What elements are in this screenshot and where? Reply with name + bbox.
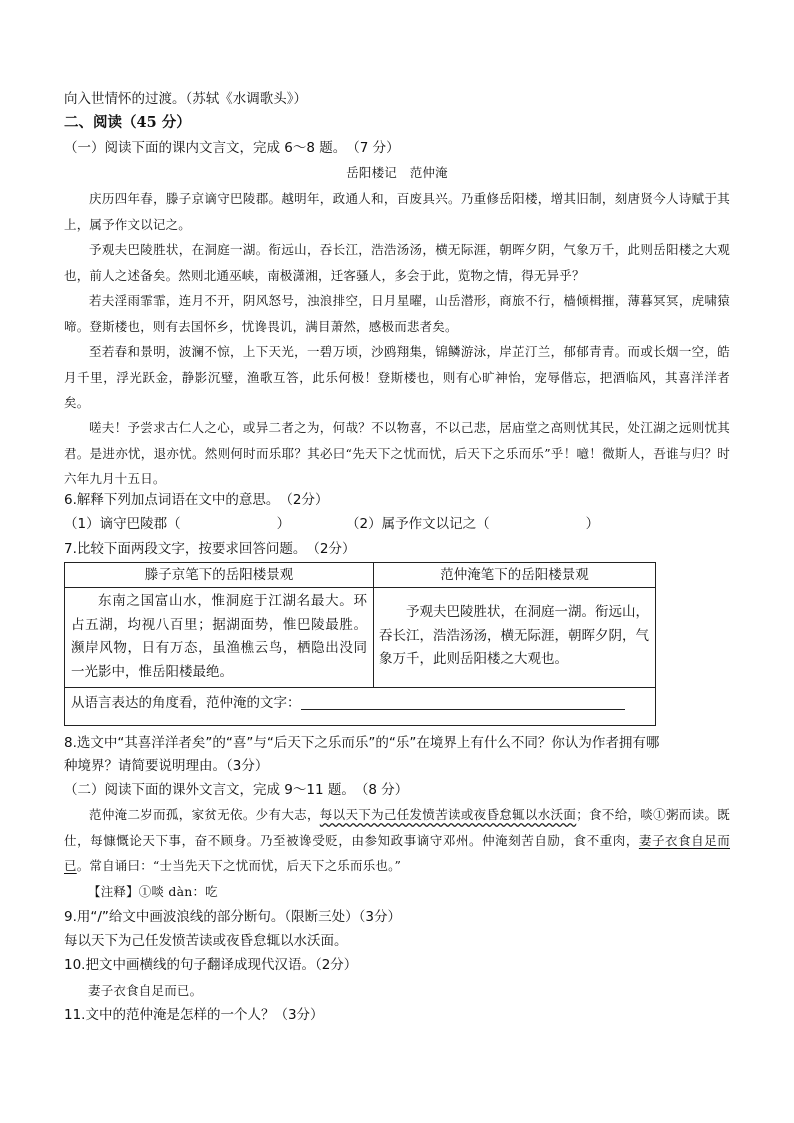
intro-line: 向入世情怀的过渡。（苏轼《水调歌头》） xyxy=(64,91,307,107)
table-cell-fanzhongyan-text: 予观夫巴陵胜状，在洞庭一湖。衔远山，吞长江，浩浩汤汤，横无际涯，朝晖夕阴，气象万千，此则岳阳楼之大观也。 xyxy=(379,604,649,667)
passage-title: 岳阳楼记 范仲淹 xyxy=(346,165,448,180)
table-header-fanzhongyan: 范仲淹笔下的岳阳楼景观 xyxy=(374,563,655,588)
table-column-divider xyxy=(373,563,374,687)
q9-stem: 9.用“/”给文中画波浪线的部分断句。（限断三处）（3分） xyxy=(64,909,402,925)
q8-line2: 种境界？请简要说明理由。（3分） xyxy=(64,758,269,774)
q6-item2-close: ） xyxy=(585,516,600,532)
extra-passage-middle: ；食不给，啖①粥而读。既仕，每慷慨论天下事，奋不顾身。乃至被谗受贬，由参知政事谪守邓州。仲淹刻苦自励，食不重肉， xyxy=(64,807,730,848)
underlined-sentence: 妻子衣食自足而已 xyxy=(64,832,730,873)
q6-item1-close: ） xyxy=(276,516,291,532)
table-row-divider xyxy=(65,687,655,688)
passage-paragraph-5: 嗟夫！予尝求古仁人之心，或异二者之为，何哉？不以物喜，不以己悲，居庙堂之高则忧其民，处江湖之远则忧其君。是进亦忧，退亦忧。然则何时而乐耶？其必曰“先天下之忧而忧，后天下之乐而乐”乎！噫！微斯人，吾谁与归？时六年九月十五日。 xyxy=(64,420,730,486)
q10-stem: 10.把文中画横线的句子翻译成现代汉语。（2分） xyxy=(64,957,358,973)
q6-item2 xyxy=(346,514,599,534)
table-answer-row xyxy=(71,693,625,713)
passage-paragraph-4: 至若春和景明，波澜不惊，上下天光，一碧万顷，沙鸥翔集，锦鳞游泳，岸芷汀兰，郁郁青青。而或长烟一空，皓月千里，浮光跃金，静影沉璧，渔歌互答，此乐何极！登斯楼也，则有心旷神怡，宠辱偕忘，把酒临风，其喜洋洋者矣。 xyxy=(64,344,730,410)
q6-stem: 6.解释下列加点词语在文中的意思。 （2分） xyxy=(64,492,329,508)
q11-stem: 11.文中的范仲淹是怎样的一个人？（3分） xyxy=(64,1007,324,1023)
extra-passage-start: 范仲淹二岁而孤，家贫无依。少有大志， xyxy=(89,807,320,822)
q8-line1: 8.选文中“其喜洋洋者矣”的“喜”与“后天下之乐而乐”的“乐”在境界上有什么不同？你认为作者拥有哪 xyxy=(64,735,660,751)
comparison-table xyxy=(64,562,656,726)
wavy-underlined-sentence: 每以天下为己任发愤苦读或夜昏怠辄以水沃面 xyxy=(319,807,577,822)
table-header-tengzijing: 滕子京笔下的岳阳楼景观 xyxy=(65,563,373,588)
q7-stem: 7.比较下面两段文字，按要求回答问题。 （2分） xyxy=(64,541,356,557)
annotation-note: 【注释】①啖 dàn：吃 xyxy=(88,884,218,899)
q6-item1 xyxy=(64,514,290,534)
table-answer-prompt: 从语言表达的角度看，范仲淹的文字： xyxy=(71,695,301,711)
passage-paragraph-1: 庆历四年春，滕子京谪守巴陵郡。越明年，政通人和，百废具兴。乃重修岳阳楼，增其旧制，刻唐贤今人诗赋于其上，属予作文以记之。 xyxy=(64,191,730,232)
part1-heading: （一）阅读下面的课内文言文，完成 6～8 题。 （7 分） xyxy=(64,140,400,156)
q9-text: 每以天下为己任发愤苦读或夜昏怠辄以水沃面。 xyxy=(64,933,348,949)
table-cell-tengzijing-text: 东南之国富山水，惟洞庭于江湖名最大。环占五湖，均视八百里；据湖面势，惟巴陵最胜。濒岸风物，日有万态，虽渔樵云鸟，栖隐出没同一光影中，惟岳阳楼最绝。 xyxy=(71,593,367,680)
extra-passage-end: 。常自诵曰：“士当先天下之忧而忧，后天下之乐而乐也。” xyxy=(76,858,402,873)
q6-item1-open: （1）谪守巴陵郡（ xyxy=(64,516,181,532)
part2-heading: （二）阅读下面的课外文言文，完成 9～11 题。 （8 分） xyxy=(64,782,409,798)
extra-passage xyxy=(64,802,730,879)
q10-text: 妻子衣食自足而已。 xyxy=(88,983,203,998)
table-answer-line[interactable] xyxy=(301,694,625,710)
section-title: 二、阅读（45 分） xyxy=(64,114,191,131)
q6-item2-open: （2）属予作文以记之（ xyxy=(346,516,490,532)
passage-paragraph-2: 予观夫巴陵胜状，在洞庭一湖。衔远山，吞长江，浩浩汤汤，横无际涯，朝晖夕阴，气象万千，此则岳阳楼之大观也，前人之述备矣。然则北通巫峡，南极潇湘，迁客骚人，多会于此，览物之情，得无异乎？ xyxy=(64,242,730,283)
passage-paragraph-3: 若夫淫雨霏霏，连月不开，阴风怒号，浊浪排空，日月星曜，山岳潜形，商旅不行，樯倾楫摧，薄暮冥冥，虎啸猿啼。登斯楼也，则有去国怀乡，忧谗畏讥，满目萧然，感极而悲者矣。 xyxy=(64,293,730,334)
